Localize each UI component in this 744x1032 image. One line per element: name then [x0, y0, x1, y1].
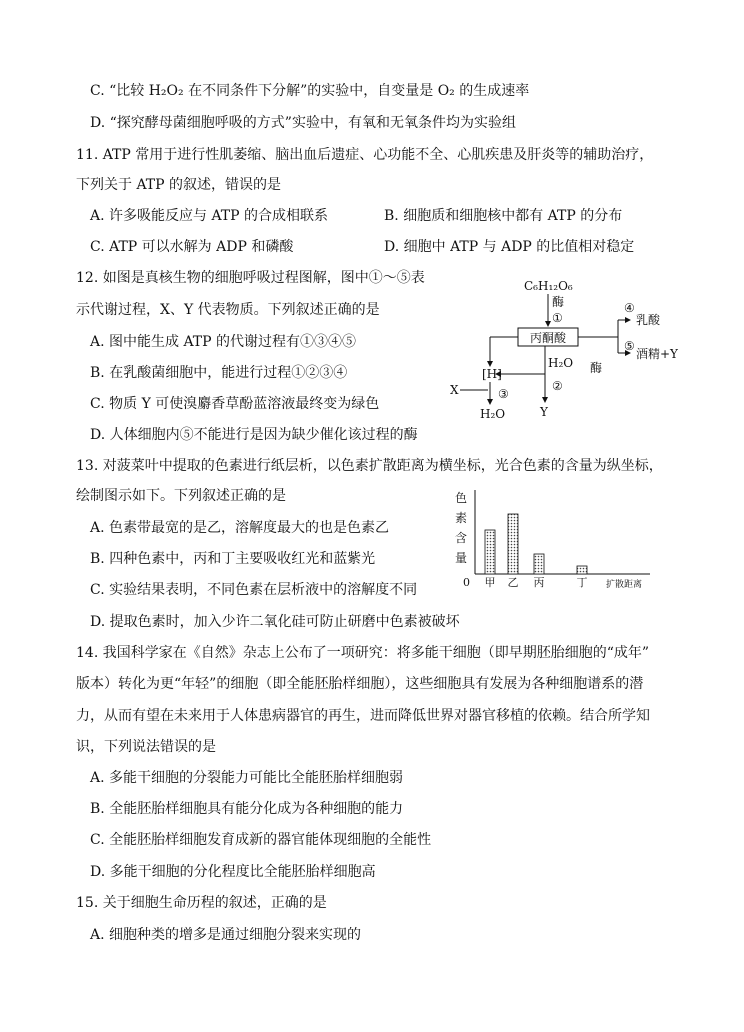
q11-option-d: D. 细胞中 ATP 与 ADP 的比值相对稳定	[384, 239, 635, 255]
q10-option-d: D. “探究酵母菌细胞呼吸的方式”实验中，有氧和无氧条件均为实验组	[90, 115, 516, 131]
enzyme1-label: 酶	[552, 295, 565, 309]
step5-label: ⑤	[624, 339, 635, 353]
xlabel: 扩散距离	[606, 580, 643, 590]
step4-label: ④	[624, 301, 635, 315]
q13-option-b: B. 四种色素中，丙和丁主要吸收红光和蓝紫光	[90, 551, 376, 567]
x-tick-label: 甲	[484, 576, 496, 589]
q14-option-d: D. 多能干细胞的分化程度比全能胚胎样细胞高	[90, 864, 376, 880]
x-tick-label: 乙	[507, 576, 519, 589]
q11-option-a: A. 许多吸能反应与 ATP 的合成相联系	[90, 208, 329, 224]
y-label: Y	[540, 405, 548, 419]
q15-stem: 15. 关于细胞生命历程的叙述，正确的是	[76, 895, 327, 911]
bar-4	[577, 566, 587, 574]
q11-stem-line2: 下列关于 ATP 的叙述，错误的是	[76, 177, 282, 193]
q13-option-c: C. 实验结果表明，不同色素在层析液中的溶解度不同	[90, 582, 418, 598]
q13-stem-line1: 13. 对菠菜叶中提取的色素进行纸层析，以色素扩散距离为横坐标，光合色素的含量为纵坐标，	[76, 458, 663, 474]
glucose-label: C₆H₁₂O₆	[524, 279, 573, 293]
pigment-bar-chart	[450, 486, 660, 594]
step1-label: ①	[552, 311, 563, 325]
h-label: [H]	[482, 367, 502, 381]
q13-option-a: A. 色素带最宽的是乙，溶解度最大的也是色素乙	[90, 520, 390, 536]
q13-option-d: D. 提取色素时，加入少许二氧化硅可防止研磨中色素被破坏	[90, 614, 460, 630]
bar-1	[485, 530, 495, 574]
q15-option-a: A. 细胞种类的增多是通过细胞分裂来实现的	[90, 927, 362, 943]
q14-stem-line3: 力，从而有望在未来用于人体患病器官的再生，进而降低世界对器官移植的依赖。结合所学知	[76, 708, 650, 724]
q11-stem-line1: 11. ATP 常用于进行性肌萎缩、脑出血后遗症、心功能不全、心肌疾患及肝炎等的辅助治疗，	[76, 147, 654, 163]
q14-option-b: B. 全能胚胎样细胞具有能分化成为各种细胞的能力	[90, 801, 404, 817]
q11-option-c: C. ATP 可以水解为 ADP 和磷酸	[90, 239, 294, 255]
water-out-label: H₂O	[480, 407, 506, 421]
q11-option-b: B. 细胞质和细胞核中都有 ATP 的分布	[384, 208, 623, 224]
alcohol-label: 酒精+Y	[636, 347, 678, 361]
lactic-acid-label: 乳酸	[636, 313, 661, 327]
ylabel-char-4: 量	[455, 551, 468, 565]
q14-stem-line4: 识，下列说法错误的是	[76, 739, 216, 755]
q14-stem-line2: 版本）转化为更“年轻”的细胞（即全能胚胎样细胞），这些细胞具有发展为各种细胞谱系的潜	[76, 676, 644, 692]
bar-3	[534, 554, 544, 574]
pyruvate-label: 丙酮酸	[529, 331, 567, 345]
ylabel-char-1: 色	[455, 491, 468, 505]
step2-label: ②	[552, 379, 563, 393]
origin-label: 0	[463, 576, 470, 589]
respiration-diagram	[440, 272, 710, 432]
ylabel-char-3: 含	[455, 531, 468, 545]
q12-stem-line1: 12. 如图是真核生物的细胞呼吸过程图解，图中①～⑤表	[76, 270, 425, 286]
q12-option-b: B. 在乳酸菌细胞中，能进行过程①②③④	[90, 365, 348, 381]
q10-option-c: C. “比较 H₂O₂ 在不同条件下分解”的实验中，自变量是 O₂ 的生成速率	[90, 83, 530, 99]
q14-option-a: A. 多能干细胞的分裂能力可能比全能胚胎样细胞弱	[90, 770, 404, 786]
ylabel-char-2: 素	[455, 511, 468, 525]
q12-option-d: D. 人体细胞内⑤不能进行是因为缺少催化该过程的酶	[90, 427, 418, 443]
q14-stem-line1: 14. 我国科学家在《自然》杂志上公布了一项研究：将多能干细胞（即早期胚胎细胞的“成年”	[76, 645, 650, 661]
q12-option-c: C. 物质 Y 可使溴麝香草酚蓝溶液最终变为绿色	[90, 396, 380, 412]
x-tick-label: 丁	[576, 576, 588, 589]
q12-stem-line2: 示代谢过程，X、Y 代表物质。下列叙述正确的是	[76, 302, 380, 318]
q14-option-c: C. 全能胚胎样细胞发育成新的器官能体现细胞的全能性	[90, 832, 432, 848]
q13-stem-line2: 绘制图示如下。下列叙述正确的是	[76, 488, 286, 504]
q12-option-a: A. 图中能生成 ATP 的代谢过程有①③④⑤	[90, 334, 357, 350]
step3-label: ③	[498, 387, 509, 401]
enzyme2-label: 酶	[590, 361, 603, 375]
water-in-label: H₂O	[548, 356, 574, 370]
x-tick-label: 丙	[533, 576, 545, 589]
bar-2	[508, 514, 518, 574]
x-label: X	[450, 383, 459, 397]
